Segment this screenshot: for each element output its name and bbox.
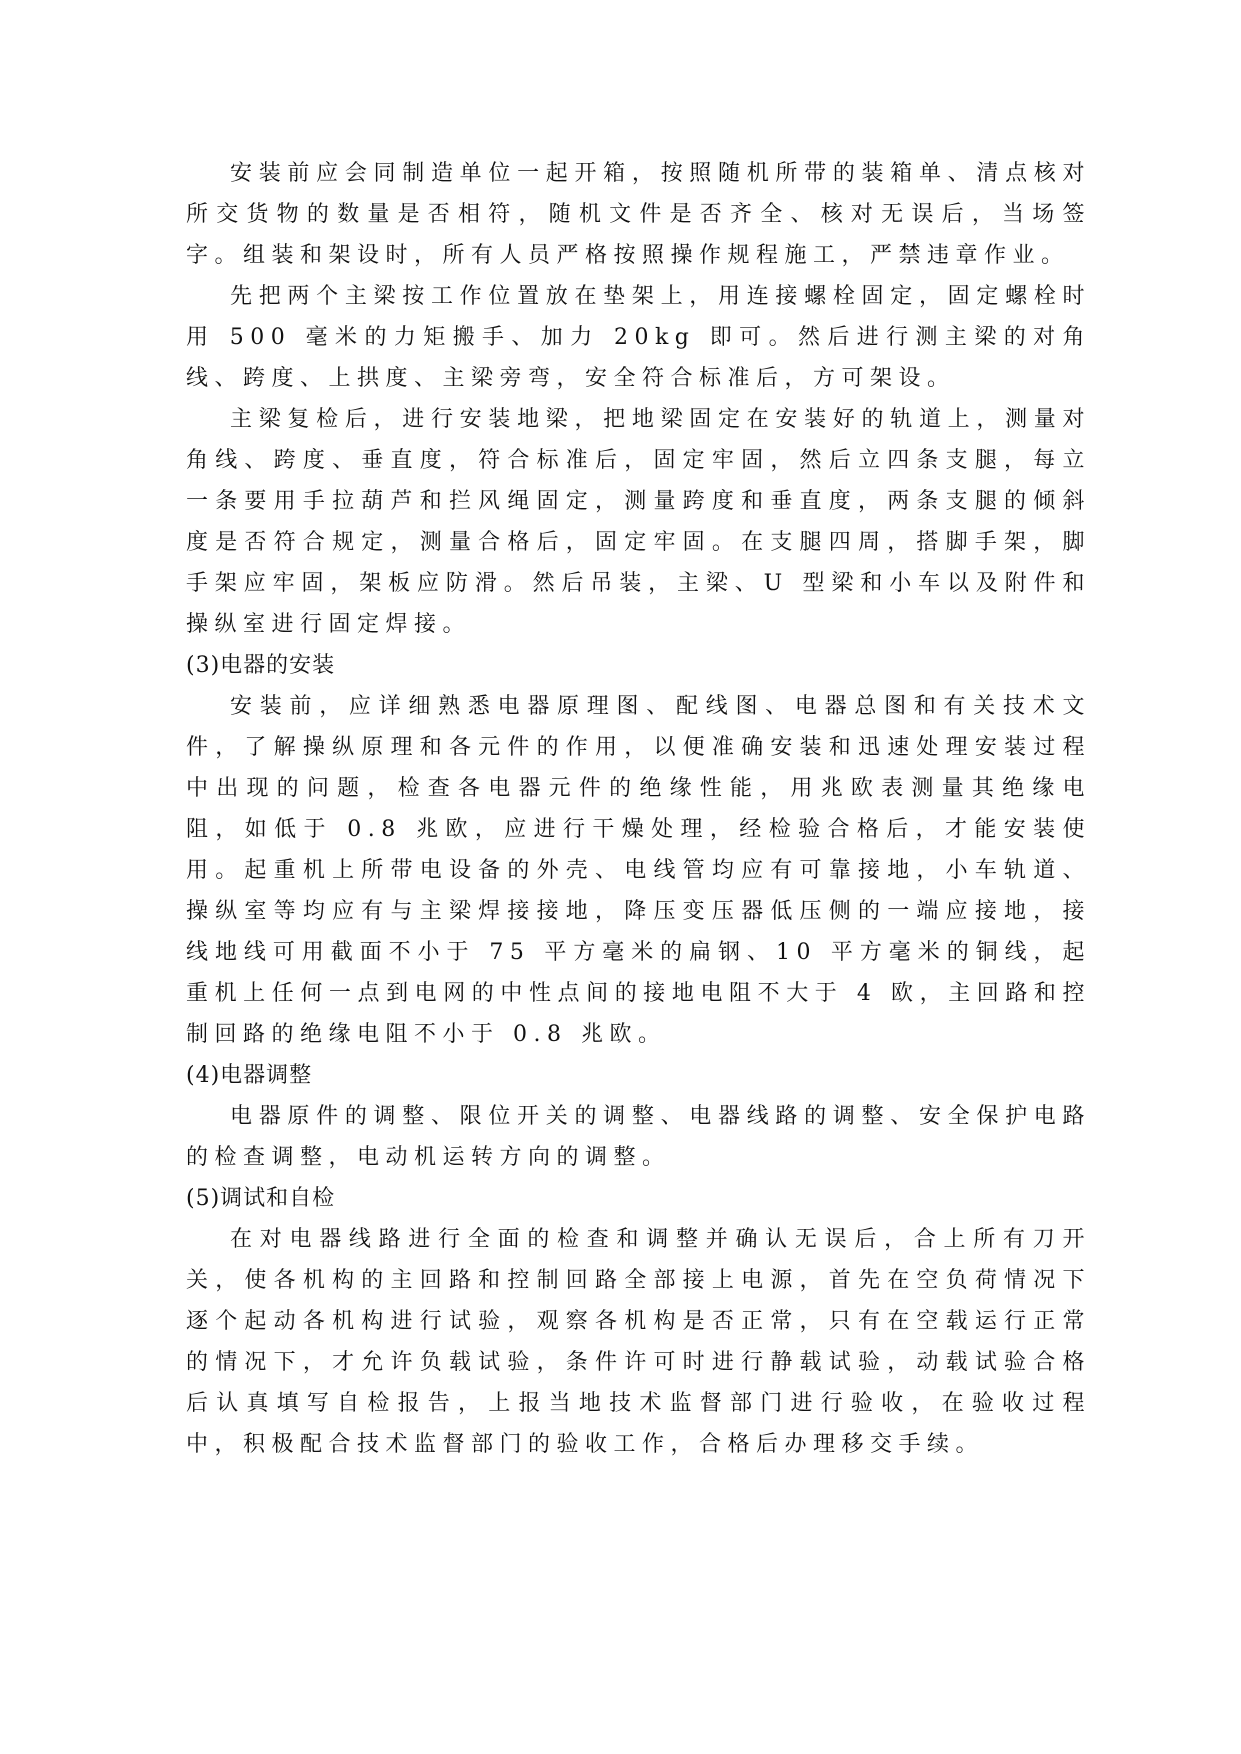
paragraph-main-girder: 先把两个主梁按工作位置放在垫架上，用连接螺栓固定，固定螺栓时用 500 毫米的力矩搬手、加力 20kg 即可。然后进行测主梁的对角线、跨度、上拱度、主梁旁弯，安全符合标准后，方可架设。: [186, 284, 1091, 391]
paragraph-unpacking: 安装前应会同制造单位一起开箱，按照随机所带的装箱单、清点核对所交货物的数量是否相符，随机文件是否齐全、核对无误后，当场签字。组装和架设时，所有人员严格按照操作规程施工，严禁违章作业。: [186, 161, 1091, 268]
paragraph-commissioning: 在对电器线路进行全面的检查和调整并确认无误后，合上所有刀开关，使各机构的主回路和控制回路全部接上电源，首先在空负荷情况下逐个起动各机构进行试验，观察各机构是否正常，只有在空载运行正常的情况下，才允许负载试验，条件许可时进行静载试验，动载试验合格后认真填写自检报告，上报当地技术监督部门进行验收，在验收过程中，积极配合技术监督部门的验收工作，合格后办理移交手续。: [186, 1227, 1091, 1457]
paragraph-electrical-adjustment: 电器原件的调整、限位开关的调整、电器线路的调整、安全保护电路的检查调整，电动机运转方向的调整。: [186, 1104, 1091, 1170]
section-heading-electrical-adjustment: (4)电器调整: [186, 1063, 313, 1088]
paragraph-electrical-installation: 安装前，应详细熟悉电器原理图、配线图、电器总图和有关技术文件，了解操纵原理和各元件的作用，以便准确安装和迅速处理安装过程中出现的问题，检查各电器元件的绝缘性能，用兆欧表测量其绝缘电阻，如低于 0.8 兆欧，应进行干燥处理，经检验合格后，才能安装使用。起重机上所带电设备的外壳、电线管均应有可靠接地，小车轨道、操纵室等均应有与主梁焊接接地，降压变压器低压侧的一端应接地，接线地线可用截面不小于 75 平方毫米的扁钢、10 平方毫米的铜线，起重机上任何一点到电网的中性点间的接地电阻不大于 4 欧，主回路和控制回路的绝缘电阻不小于 0.8 兆欧。: [186, 694, 1091, 1047]
paragraph-ground-beam: 主梁复检后，进行安装地梁，把地梁固定在安装好的轨道上，测量对角线、跨度、垂直度，符合标准后，固定牢固，然后立四条支腿，每立一条要用手拉葫芦和拦风绳固定，测量跨度和垂直度，两条支腿的倾斜度是否符合规定，测量合格后，固定牢固。在支腿四周，搭脚手架，脚手架应牢固，架板应防滑。然后吊装，主梁、U 型梁和小车以及附件和操纵室进行固定焊接。: [186, 407, 1091, 637]
document-body: [186, 153, 1091, 1465]
section-heading-commissioning: (5)调试和自检: [186, 1186, 336, 1211]
section-heading-electrical-installation: (3)电器的安装: [186, 653, 336, 678]
